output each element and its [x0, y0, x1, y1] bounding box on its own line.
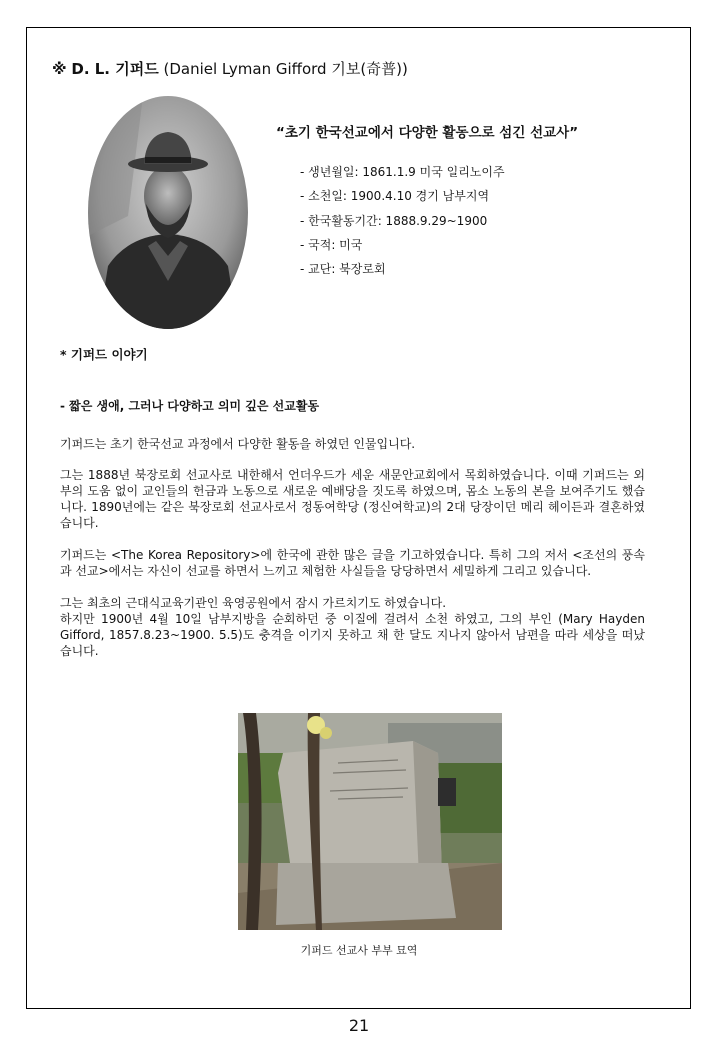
section-heading: - 짧은 생애, 그러나 다양하고 의미 깊은 선교활동 — [60, 399, 320, 413]
page-title — [52, 58, 408, 79]
story-heading: * 기퍼드 이야기 — [60, 347, 148, 362]
body-text — [60, 436, 645, 675]
title-name-korean: D. L. 기퍼드 — [71, 60, 159, 78]
fact-nationality: - 국적: 미국 — [300, 237, 363, 252]
fact-denomination: - 교단: 북장로회 — [300, 262, 386, 277]
fact-birth: - 생년월일: 1861.1.9 미국 일리노이주 — [300, 165, 505, 179]
photo-caption: 기퍼드 선교사 부부 묘역 — [300, 944, 418, 957]
page-number: 21 — [348, 1016, 370, 1035]
portrait-photo — [88, 96, 248, 329]
title-name-english: (Daniel Lyman Gifford 기보(奇普)) — [163, 60, 408, 78]
paragraph-intro: 기퍼드는 초기 한국선교 과정에서 다양한 활동을 하였던 인물입니다. — [60, 437, 416, 451]
paragraph-ministry: 그는 1888년 북장로회 선교사로 내한해서 언더우드가 세운 새문안교회에서 목회하였습니다. 이때 기퍼드는 외부의 도움 없이 교인들의 헌금과 노동으로 새로운 예배당을 짓도록 하였으며, 몸소 노동의 본을 보여주기도 했습니다. 1890년에는 같은 북장로회 선교사로서 정동여학당 (정신여학교)의 2대 당장이던 메리 헤이든과 결혼하였습니다. — [60, 468, 645, 530]
paragraph-writing: 기퍼드는 <The Korea Repository>에 한국에 관한 많은 글을 기고하였습니다. 특히 그의 저서 <조선의 풍속과 선교>에서는 자신이 선교를 하면서 느끼고 체험한 사실들을 당당하면서 세밀하게 그리고 있습니다. — [60, 548, 645, 578]
reference-mark: ※ — [52, 60, 67, 78]
tagline: “초기 한국선교에서 다양한 활동으로 섬긴 선교사” — [276, 125, 579, 141]
facts-list — [300, 163, 505, 284]
grave-photo — [238, 713, 502, 930]
fact-death: - 소천일: 1900.4.10 경기 남부지역 — [300, 189, 490, 204]
paragraph-death: 그는 최초의 근대식교육기관인 육영공원에서 잠시 가르치기도 하였습니다. 하지만 1900년 4월 10일 남부지방을 순회하던 중 이질에 걸려서 소천 하였고, 그의 부인 (Mary Hayden Gifford, 1857.8.23~1900. 5.5)도 충격을 이기지 못하고 채 한 달도 지나지 않아서 남편을 따라 세상을 떠났습니다. — [60, 596, 645, 658]
fact-active-period: - 한국활동기간: 1888.9.29~1900 — [300, 213, 488, 228]
